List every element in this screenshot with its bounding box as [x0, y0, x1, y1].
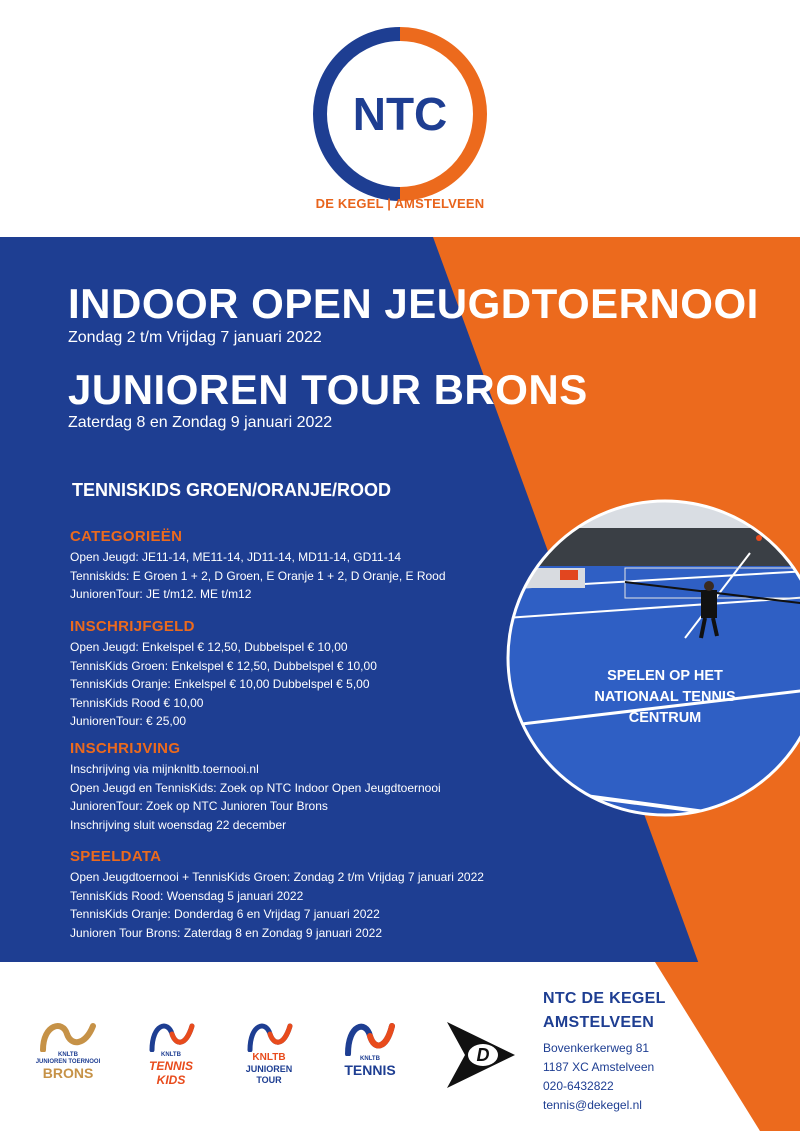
list-item: Open Jeugdtoernooi + TennisKids Groen: Zondag 2 t/m Vrijdag 7 januari 2022 — [70, 870, 484, 884]
address-city: 1187 XC Amstelveen — [543, 1060, 655, 1074]
dunlop-icon — [443, 1020, 517, 1090]
list-item: TennisKids Rood: Woensdag 5 januari 2022 — [70, 888, 304, 903]
list-item: Inschrijving sluit woensdag 22 december — [70, 817, 287, 832]
logo-text: NTC — [352, 88, 448, 140]
section-heading: INSCHRIJVING — [70, 740, 181, 757]
logo-junioren-toernooi-brons: KNLTB JUNIOREN TOERNOOI BRONS — [28, 1016, 108, 1080]
title-junioren-tour: JUNIOREN TOUR BRONS — [68, 366, 588, 413]
email-link[interactable]: tennis@dekegel.nl — [543, 1098, 642, 1112]
list-item: Tenniskids: E Groen 1 + 2, D Groen, E Oranje 1 + 2, D Oranje, E Rood — [70, 568, 446, 583]
tenniskids-heading: TENNISKIDS GROEN/ORANJE/ROOD — [72, 480, 392, 500]
list-item: JuniorenTour: € 25,00 — [70, 714, 187, 728]
list-item: Inschrijving via mijnknltb.toernooi.nl — [70, 762, 259, 776]
dunlop-logo — [440, 1020, 520, 1090]
date-indoor-open: Zondag 2 t/m Vrijdag 7 januari 2022 — [68, 329, 322, 346]
section-speeldata — [70, 848, 570, 942]
tennis-swoosh-icon — [342, 1016, 398, 1056]
juniorentour-swoosh-icon — [244, 1016, 294, 1052]
logo-knltb-junioren-tour: KNLTB JUNIOREN TOUR — [232, 1016, 306, 1086]
tennis-court-photo — [505, 498, 800, 818]
section-heading: CATEGORIEËN — [70, 528, 183, 545]
brons-swoosh-icon — [37, 1016, 99, 1052]
photo-caption — [580, 666, 750, 729]
address-street: Bovenkerkerweg 81 — [543, 1041, 650, 1055]
list-item: TennisKids Oranje: Enkelspel € 10,00 Dubbelspel € 5,00 — [70, 677, 370, 691]
section-heading: SPEELDATA — [70, 848, 162, 865]
list-item: TennisKids Rood € 10,00 — [70, 695, 204, 710]
svg-text:D: D — [476, 1045, 490, 1065]
logo-tennis-kids: KNLTB TENNIS KIDS — [136, 1016, 206, 1087]
club-name: NTC DE KEGEL AMSTELVEEN — [543, 990, 666, 1031]
section-inschrijfgeld — [70, 618, 570, 731]
list-item: JuniorenTour: Zoek op NTC Junioren Tour Brons — [70, 799, 328, 813]
caption-line: CENTRUM — [628, 710, 702, 726]
logo-subtitle: DE KEGEL | AMSTELVEEN — [315, 196, 485, 211]
list-item: Open Jeugd: Enkelspel € 12,50, Dubbelspel € 10,00 — [70, 640, 348, 654]
caption-line: NATIONAAL TENNIS — [594, 689, 736, 705]
list-item: JuniorenTour: JE t/m12. ME t/m12 — [70, 587, 252, 601]
caption-line: SPELEN OP HET — [607, 668, 723, 684]
phone-number: 020-6432822 — [543, 1079, 614, 1093]
list-item: TennisKids Oranje: Donderdag 6 en Vrijdag 7 januari 2022 — [70, 907, 380, 921]
list-item: Junioren Tour Brons: Zaterdag 8 en Zondag 9 januari 2022 — [70, 925, 382, 940]
list-item: TennisKids Groen: Enkelspel € 12,50, Dubbelspel € 10,00 — [70, 658, 377, 673]
tenniskids-swoosh-icon — [146, 1016, 196, 1052]
section-inschrijving — [70, 740, 570, 834]
logo-knltb-tennis: KNLTB TENNIS — [332, 1016, 408, 1077]
date-junioren-tour: Zaterdag 8 en Zondag 9 januari 2022 — [68, 414, 333, 431]
contact-block — [543, 987, 743, 1115]
section-categorieen — [70, 528, 570, 604]
section-heading: INSCHRIJFGELD — [70, 618, 195, 635]
list-item: Open Jeugd en TennisKids: Zoek op NTC Indoor Open Jeugdtoernooi — [70, 780, 441, 795]
list-item: Open Jeugd: JE11-14, ME11-14, JD11-14, MD11-14, GD11-14 — [70, 550, 402, 564]
title-indoor-open: INDOOR OPEN JEUGDTOERNOOI — [68, 280, 759, 327]
ntc-logo — [300, 22, 500, 222]
